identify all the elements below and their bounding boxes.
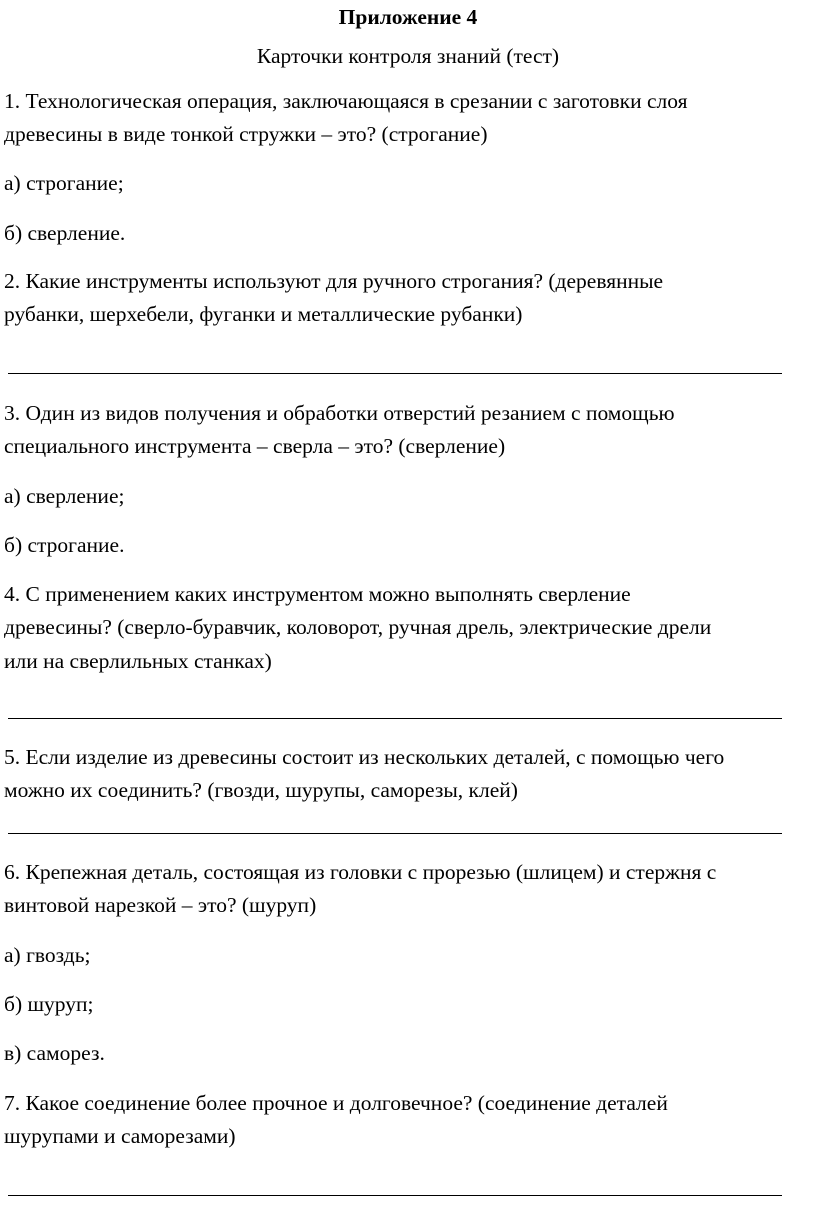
question-3-text-line-1: 3. Один из видов получения и обработки отверстий резанием с помощью <box>4 401 675 425</box>
question-2-text-line-2: рубанки, шерхебели, фуганки и металлические рубанки) <box>4 302 523 326</box>
question-3-text-line-2: специального инструмента – сверла – это? (сверление) <box>4 434 506 458</box>
question-6-text-line-1: 6. Крепежная деталь, состоящая из головки с прорезью (шлицем) и стержня с <box>4 860 717 884</box>
question-6-text-line-2: винтовой нарезкой – это? (шуруп) <box>4 893 317 917</box>
question-1-option-a: а) строгание; <box>4 171 124 195</box>
question-4-text-line-1: 4. С применением каких инструментом можно выполнять сверление <box>4 582 631 606</box>
question-5-text-line-1: 5. Если изделие из древесины состоит из нескольких деталей, с помощью чего <box>4 745 725 769</box>
question-1-option-b: б) сверление. <box>4 221 126 245</box>
answer-line <box>8 1195 782 1196</box>
question-2-text-line-1: 2. Какие инструменты используют для ручного строгания? (деревянные <box>4 269 664 293</box>
question-4-text-line-2: древесины? (сверло-буравчик, коловорот, ручная дрель, электрические дрели <box>4 615 712 639</box>
answer-line <box>8 833 782 834</box>
question-1-text-line-2: древесины в виде тонкой стружки – это? (строгание) <box>4 122 488 146</box>
question-6-option-a: а) гвоздь; <box>4 943 91 967</box>
page-title: Приложение 4 <box>338 5 478 29</box>
question-6-option-c: в) саморез. <box>4 1041 105 1065</box>
answer-line <box>8 373 782 374</box>
question-7-text-line-2: шурупами и саморезами) <box>4 1124 236 1148</box>
answer-line <box>8 718 782 719</box>
page-subtitle: Карточки контроля знаний (тест) <box>256 44 560 68</box>
question-5-text-line-2: можно их соединить? (гвозди, шурупы, саморезы, клей) <box>4 778 518 802</box>
question-7-text-line-1: 7. Какое соединение более прочное и долговечное? (соединение деталей <box>4 1091 668 1115</box>
question-3-option-b: б) строгание. <box>4 533 125 557</box>
question-6-option-b: б) шуруп; <box>4 992 94 1016</box>
question-4-text-line-3: или на сверлильных станках) <box>4 649 272 673</box>
question-3-option-a: а) сверление; <box>4 484 125 508</box>
question-1-text-line-1: 1. Технологическая операция, заключающаяся в срезании с заготовки слоя <box>4 89 688 113</box>
